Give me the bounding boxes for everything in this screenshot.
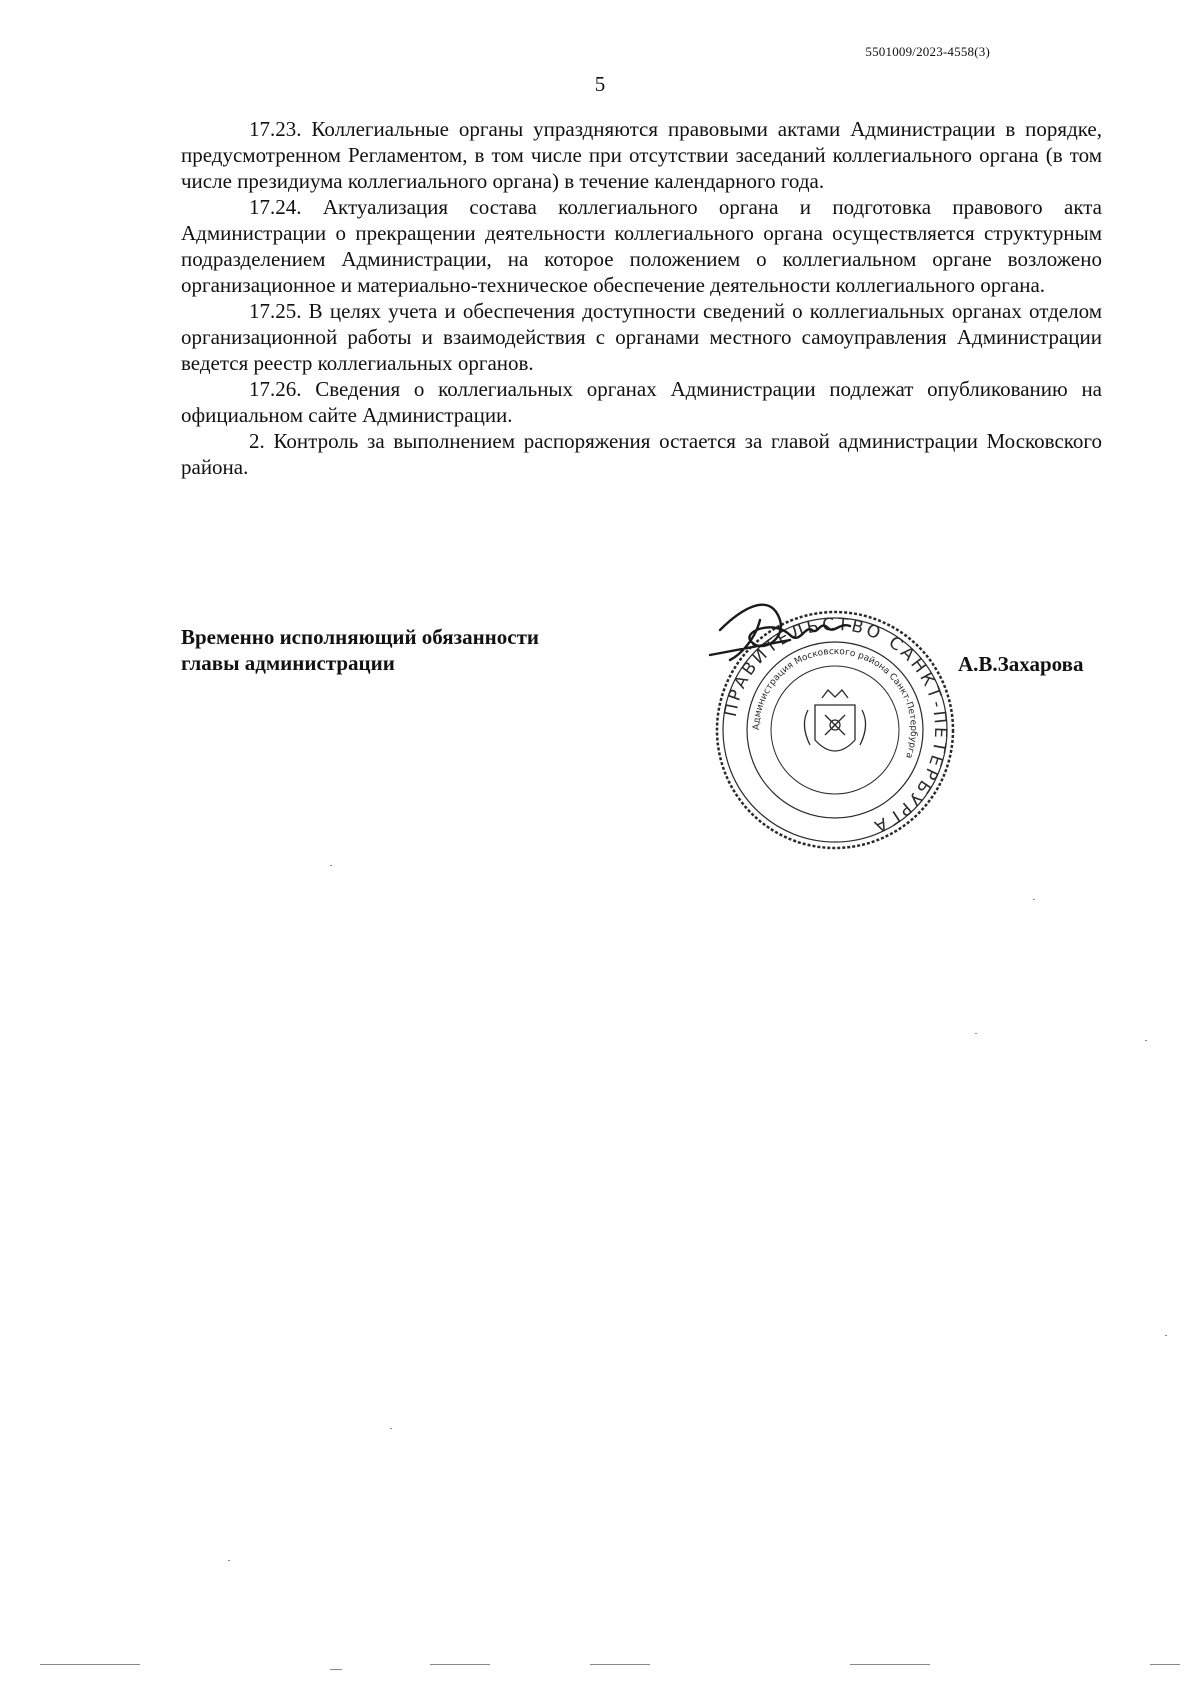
signatory-position-line-1: Временно исполняющий обязанности (181, 625, 540, 649)
scan-line (40, 1664, 140, 1665)
scan-line (1150, 1664, 1180, 1665)
signatory-name: А.В.Захарова (958, 652, 1084, 676)
page-number: 5 (594, 72, 606, 96)
official-seal-stamp (700, 600, 970, 860)
seal-inner-text: Администрация Московского района Санкт-Петербурга (751, 646, 919, 760)
paragraph-2-control: 2. Контроль за выполнением распоряжения остается за главой администрации Московского района. (181, 429, 1102, 479)
coat-of-arms-emblem-icon (804, 690, 865, 751)
scan-dot (228, 1560, 230, 1561)
scan-dot (1145, 1040, 1147, 1041)
paragraph-17-26: 17.26. Сведения о коллегиальных органах Администрации подлежат опубликованию на официальном сайте Администрации. (181, 377, 1102, 427)
scan-dot (1165, 1335, 1167, 1336)
scan-dot (1033, 899, 1035, 900)
paragraph-17-25: 17.25. В целях учета и обеспечения доступности сведений о коллегиальных органах отделом организационной работы и взаимодействия с органами местного самоуправления Администрации ведется реестр коллегиальных органов. (181, 299, 1102, 375)
paragraph-17-23: 17.23. Коллегиальные органы упраздняются правовыми актами Администрации в порядке, предусмотренном Регламентом, в том числе при отсутствии заседаний коллегиального органа (в том числе президиума коллегиального органа) в течение календарного года. (181, 117, 1102, 193)
scan-line (850, 1664, 930, 1665)
paragraph-17-24: 17.24. Актуализация состава коллегиального органа и подготовка правового акта Администрации о прекращении деятельности коллегиального органа осуществляется структурным подразделением Администрации, на которое положением о коллегиальном органе возложено организационное и материально-техническое обеспечение деятельности коллегиального органа. (181, 195, 1102, 297)
signatory-position (181, 624, 611, 676)
scan-dot (975, 1033, 977, 1034)
scan-dot (330, 865, 332, 866)
signatory-position-line-2: главы администрации (181, 651, 395, 675)
document-body (181, 116, 1102, 480)
scan-dot (390, 1428, 392, 1429)
scan-line (430, 1664, 490, 1665)
document-registration-number: 5501009/2023-4558(3) (865, 44, 990, 59)
seal-outer-text: ПРАВИТЕЛЬСТВО САНКТ-ПЕТЕРБУРГА (720, 614, 951, 838)
scan-line (330, 1669, 342, 1670)
scan-line (590, 1664, 650, 1665)
